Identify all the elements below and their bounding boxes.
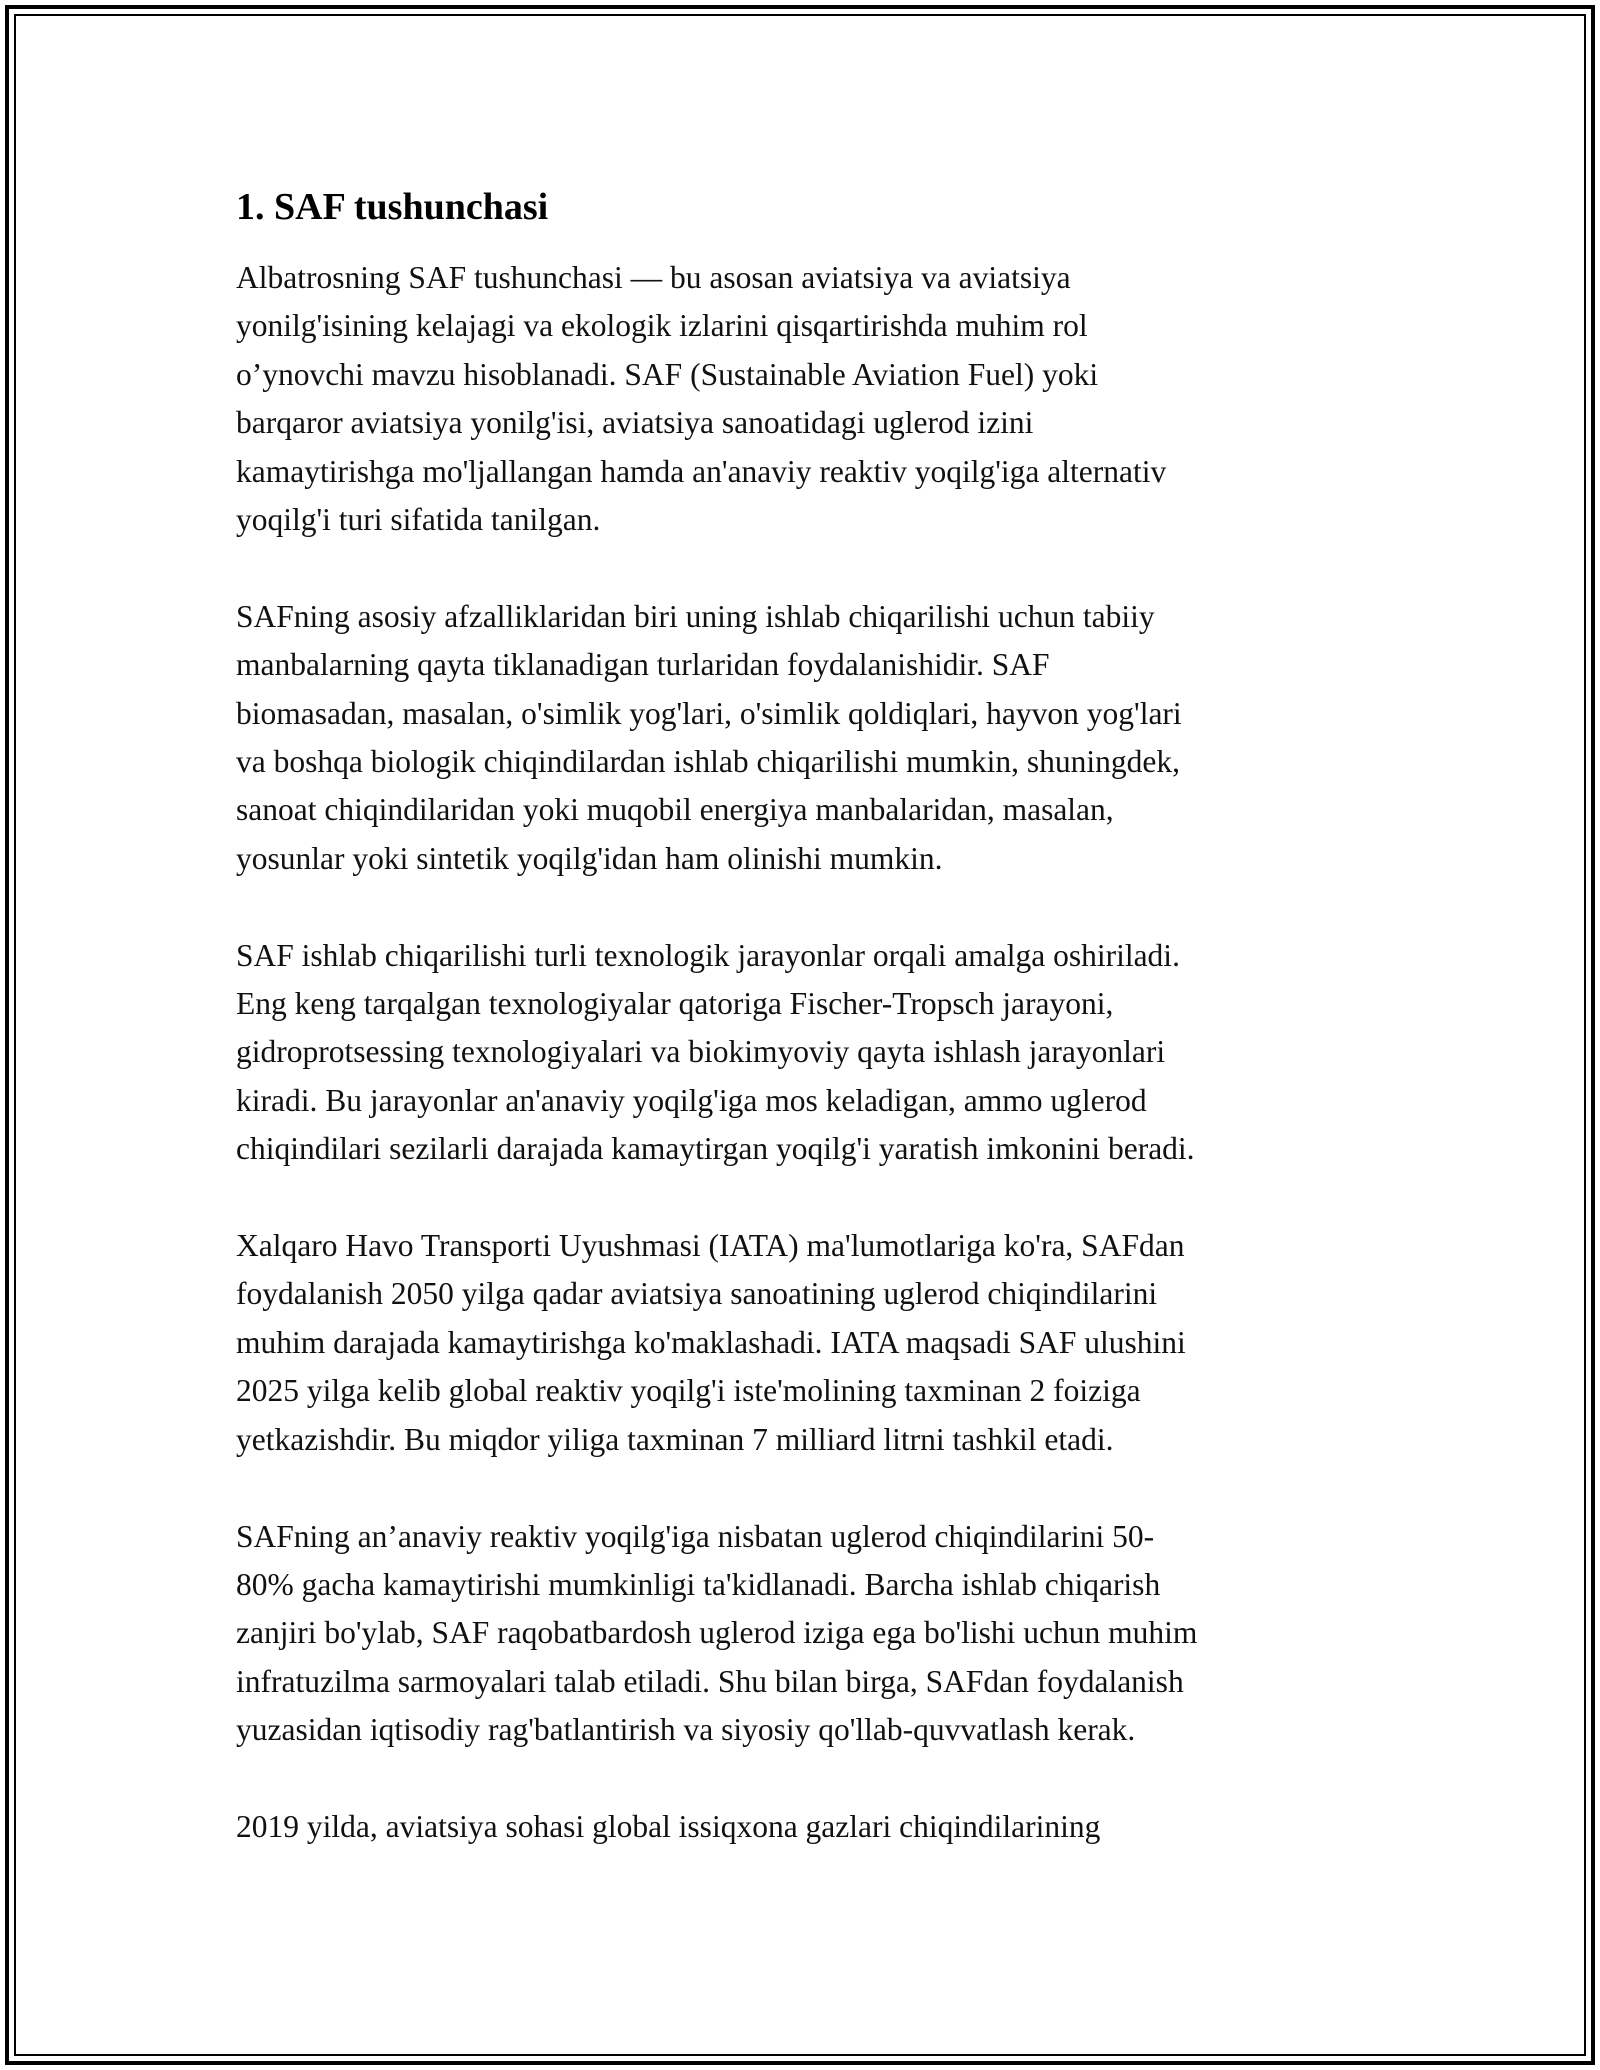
- paragraph-line: gidroprotsessing texnologiyalari va biokimyoviy qayta ishlash jarayonlari: [236, 1034, 1166, 1070]
- paragraph-line: zanjiri bo'ylab, SAF raqobatbardosh uglerod iziga ega bo'lishi uchun muhim: [236, 1615, 1198, 1651]
- paragraph-5: [236, 1513, 1376, 1755]
- paragraph-2: [236, 593, 1376, 883]
- paragraph-line: 2025 yilga kelib global reaktiv yoqilg'i iste'molining taxminan 2 foiziga: [236, 1373, 1141, 1409]
- paragraph-line: kiradi. Bu jarayonlar an'anaviy yoqilg'iga mos keladigan, ammo uglerod: [236, 1082, 1147, 1118]
- paragraph-line: infratuzilma sarmoyalari talab etiladi. Shu bilan birga, SAFdan foydalanish: [236, 1663, 1184, 1699]
- paragraph-line: 80% gacha kamaytirishi mumkinligi ta'kidlanadi. Barcha ishlab chiqarish: [236, 1566, 1161, 1602]
- paragraph-line: Eng keng tarqalgan texnologiyalar qatoriga Fischer-Tropsch jarayoni,: [236, 986, 1114, 1022]
- paragraph-line: yonilg'isining kelajagi va ekologik izlarini qisqartirishda muhim rol: [236, 308, 1088, 344]
- paragraph-line: 2019 yilda, aviatsiya sohasi global issiqxona gazlari chiqindilarining: [236, 1808, 1101, 1844]
- paragraph-line: Xalqaro Havo Transporti Uyushmasi (IATA) ma'lumotlariga ko'ra, SAFdan: [236, 1228, 1185, 1264]
- paragraph-4: [236, 1222, 1376, 1464]
- document-body: [236, 182, 1376, 1900]
- paragraph-line: Albatrosning SAF tushunchasi — bu asosan aviatsiya va aviatsiya: [236, 260, 1071, 295]
- paragraph-line: kamaytirishga mo'ljallangan hamda an'anaviy reaktiv yoqilg'iga alternativ: [236, 453, 1167, 489]
- paragraph-line: sanoat chiqindilaridan yoki muqobil energiya manbalaridan, masalan,: [236, 792, 1114, 828]
- paragraph-line: yuzasidan iqtisodiy rag'batlantirish va siyosiy qo'llab-quvvatlash kerak.: [236, 1712, 1136, 1748]
- paragraph-line: muhim darajada kamaytirishga ko'maklashadi. IATA maqsadi SAF ulushini: [236, 1324, 1186, 1360]
- paragraph-line: chiqindilari sezilarli darajada kamaytirgan yoqilg'i yaratish imkonini beradi.: [236, 1131, 1195, 1167]
- section-heading: 1. SAF tushunchasi: [236, 186, 549, 228]
- paragraph-line: SAF ishlab chiqarilishi turli texnologik jarayonlar orqali amalga oshiriladi.: [236, 937, 1180, 973]
- paragraph-line: biomasadan, masalan, o'simlik yog'lari, o'simlik qoldiqlari, hayvon yog'lari: [236, 695, 1182, 731]
- paragraph-line: o’ynovchi mavzu hisoblanadi. SAF (Sustainable Aviation Fuel) yoki: [236, 356, 1099, 392]
- paragraph-line: SAFning asosiy afzalliklaridan biri uning ishlab chiqarilishi uchun tabiiy: [236, 598, 1155, 634]
- paragraph-line: SAFning an’anaviy reaktiv yoqilg'iga nisbatan uglerod chiqindilarini 50-: [236, 1518, 1155, 1554]
- paragraph-line: barqaror aviatsiya yonilg'isi, aviatsiya sanoatidagi uglerod izini: [236, 405, 1034, 441]
- paragraph-line: yetkazishdir. Bu miqdor yiliga taxminan 7 milliard litrni tashkil etadi.: [236, 1421, 1114, 1457]
- paragraph-1: [236, 254, 1376, 544]
- paragraph-3: [236, 932, 1376, 1174]
- paragraph-line: yoqilg'i turi sifatida tanilgan.: [236, 502, 601, 538]
- paragraph-line: va boshqa biologik chiqindilardan ishlab chiqarilishi mumkin, shuningdek,: [236, 744, 1181, 780]
- paragraph-6: [236, 1803, 1376, 1851]
- paragraph-line: yosunlar yoki sintetik yoqilg'idan ham olinishi mumkin.: [236, 840, 943, 876]
- paragraph-line: foydalanish 2050 yilga qadar aviatsiya sanoatining uglerod chiqindilarini: [236, 1276, 1158, 1312]
- paragraph-line: manbalarning qayta tiklanadigan turlaridan foydalanishidir. SAF: [236, 647, 1050, 683]
